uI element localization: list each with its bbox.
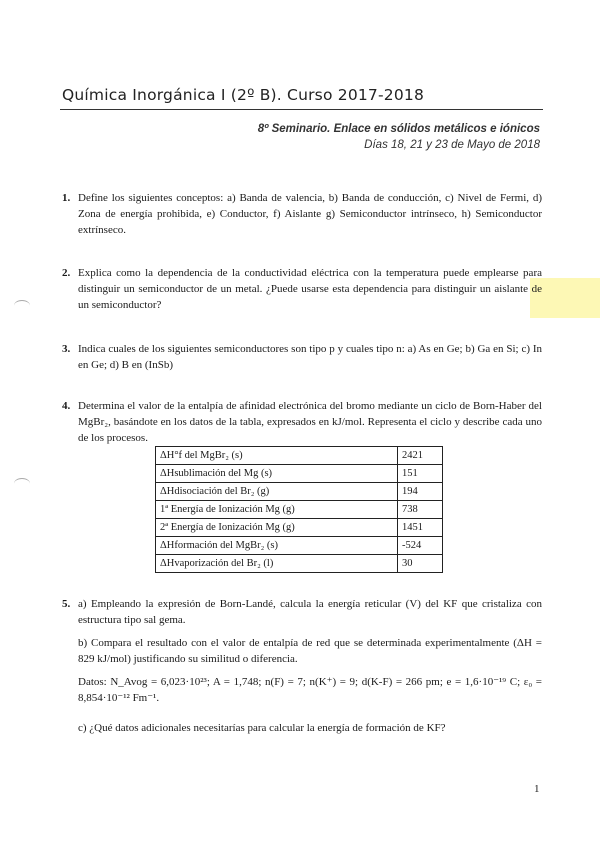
table-label: ΔHformación del MgBr₂ (s) [156,537,398,555]
scan-artifact [14,478,30,489]
question-1 [62,190,542,238]
table-label: 2ª Energía de Ionización Mg (g) [156,519,398,537]
table-row [156,501,443,519]
question-5 [62,596,542,743]
question-5a: a) Empleando la expresión de Born-Landé, calcula la energía reticular (V) del KF que cristaliza con estructura tipo sal gema. [78,598,542,626]
table-label: 1ª Energía de Ionización Mg (g) [156,501,398,519]
title-rule [60,109,543,110]
table-value: -524 [398,537,443,555]
question-text: Indica cuales de los siguientes semiconductores son tipo p y cuales tipo n: a) As en Ge; b) Ga en Si; c) In en Ge; d) B en (InSb) [78,343,542,371]
question-number: 4. [62,400,71,412]
question-text: Explica como la dependencia de la conductividad eléctrica con la temperatura puede emplearse para distinguir un semiconductor de un metal. ¿Puede usarse esta dependencia para distinguir un aislante de un semiconductor? [78,267,542,311]
table-row [156,465,443,483]
seminar-dates: Días 18, 21 y 23 de Mayo de 2018 [364,139,540,151]
question-text: Determina el valor de la entalpía de afinidad electrónica del bromo mediante un ciclo de Born-Haber del MgBr₂, basándote en los datos de la tabla, expresados en kJ/mol. Representa el ciclo y describe cada uno de los procesos. [78,400,542,444]
table-value: 2421 [398,447,443,465]
question-text: Define los siguientes conceptos: a) Banda de valencia, b) Banda de conducción, c) Nivel de Fermi, d) Zona de energía prohibida, e) Conductor, f) Aislante g) Semiconductor intrínseco, h) Semiconductor extrínseco. [78,192,542,236]
table-value: 151 [398,465,443,483]
question-number: 5. [62,598,71,610]
question-5b: b) Compara el resultado con el valor de entalpía de red que se determinada experimentalmente (ΔH = 829 kJ/mol) justificando su similitud o diferencia. [78,637,542,665]
question-5c: c) ¿Qué datos adicionales necesitarías para calcular la energía de formación de KF? [78,722,446,734]
enthalpy-table [155,446,443,573]
question-3 [62,341,542,373]
question-number: 1. [62,192,71,204]
table-label: ΔHvaporización del Br₂ (l) [156,555,398,573]
question-5-data: Datos: N_Avog = 6,023·10²³; A = 1,748; n(F) = 7; n(K⁺) = 9; d(K-F) = 266 pm; e = 1,6·10⁻¹⁹ C; ε₀ = 8,854·10⁻¹² Fm⁻¹. [78,676,542,704]
table-value: 1451 [398,519,443,537]
table-row [156,447,443,465]
seminar-title: 8º Seminario. Enlace en sólidos metálicos e iónicos [257,123,540,135]
question-4 [62,398,542,446]
table-row [156,519,443,537]
table-label: ΔHdisociación del Br₂ (g) [156,483,398,501]
page-title: Química Inorgánica I (2º B). Curso 2017-2018 [62,86,425,104]
page-number: 1 [534,783,540,795]
table-label: ΔHsublimación del Mg (s) [156,465,398,483]
table-label: ΔH°f del MgBr₂ (s) [156,447,398,465]
table-row [156,483,443,501]
question-number: 2. [62,267,71,279]
table-value: 738 [398,501,443,519]
question-2 [62,265,542,313]
seminar-heading [258,121,540,153]
table-row [156,555,443,573]
table-value: 30 [398,555,443,573]
scan-artifact [14,300,30,311]
question-number: 3. [62,343,71,355]
table-value: 194 [398,483,443,501]
table-row [156,537,443,555]
